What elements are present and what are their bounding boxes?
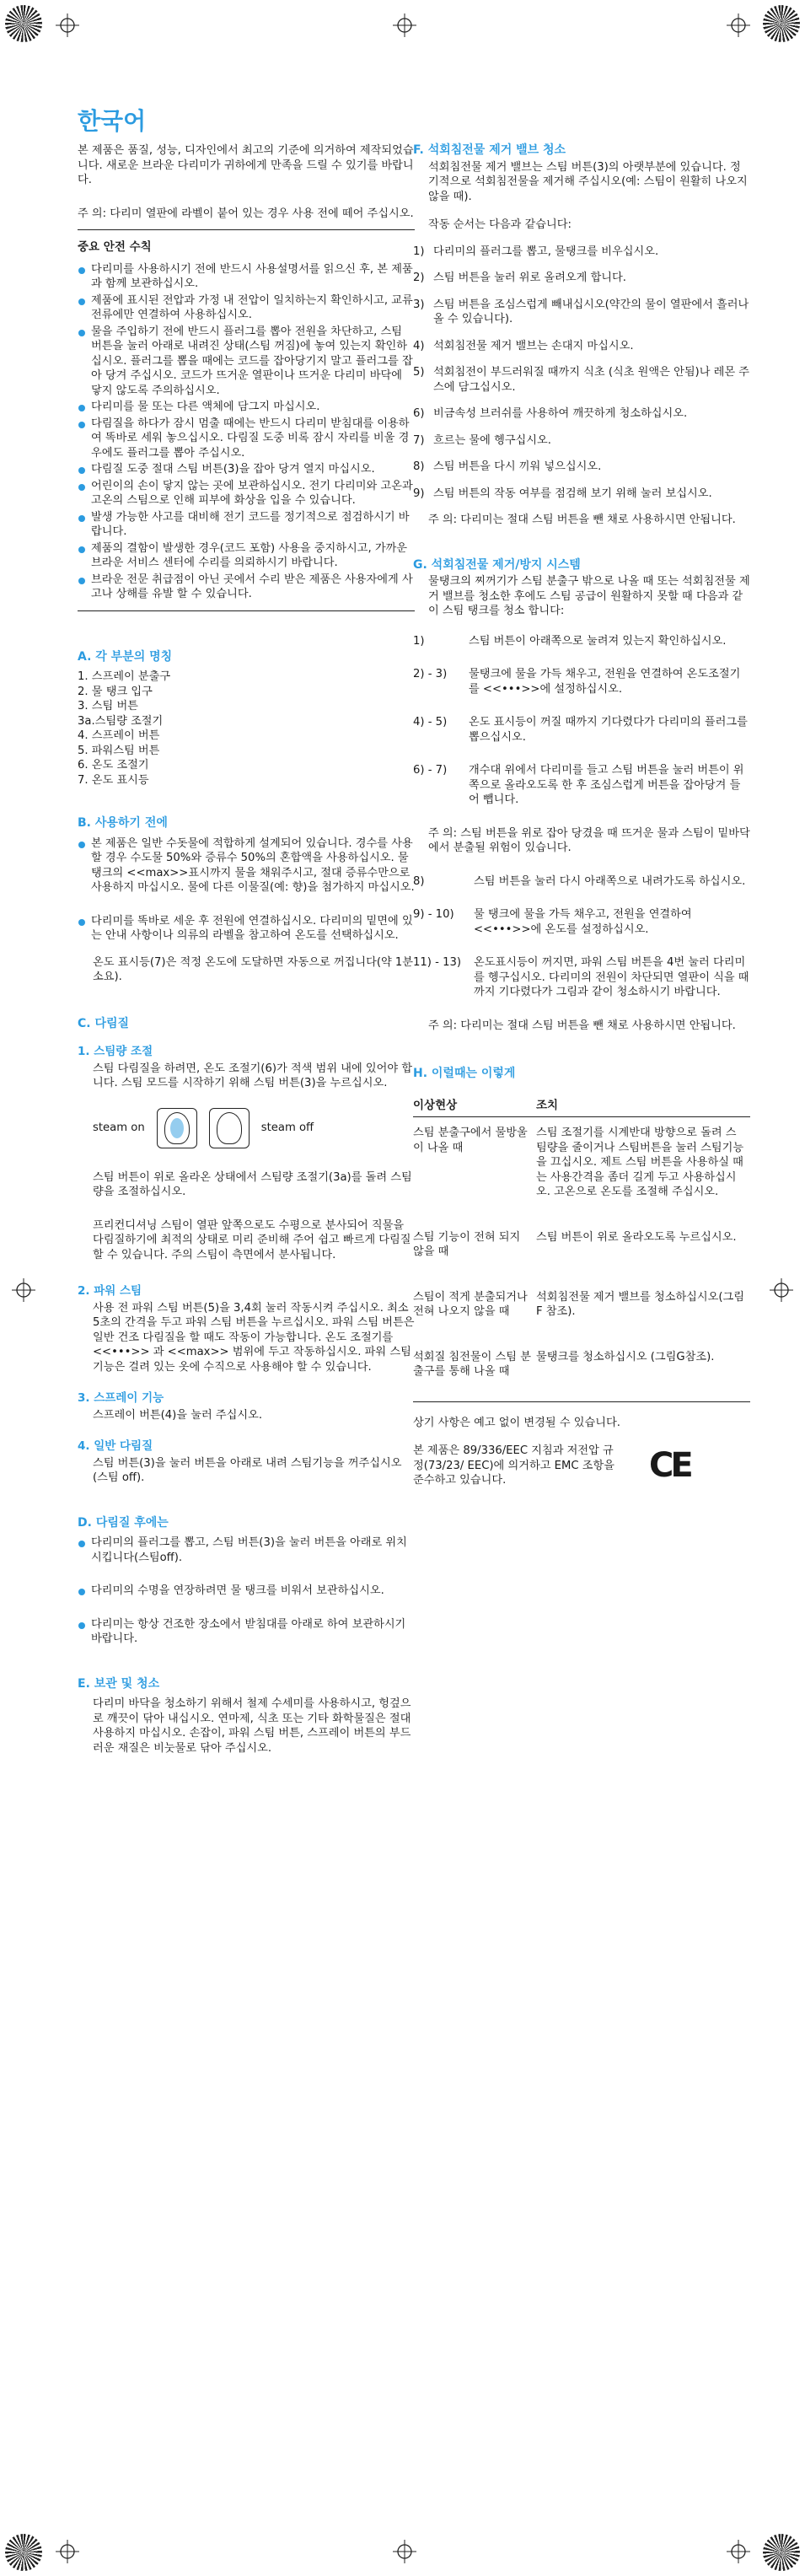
step-item: 8) 스팀 버튼을 다시 끼워 넣으십시오. [413, 460, 602, 473]
crosshair-mark-bottom-center [393, 2540, 416, 2563]
after-ironing-item: 다리미는 항상 건조한 장소에서 받침대를 아래로 하여 보관하시기 바랍니다. [78, 1617, 415, 1647]
steam-control-text: 스팀 다림질을 하려면, 온도 조절기(6)가 적색 범위 내에 있어야 합니다. 스팀 모드를 시작하기 위해 스팀 버튼(3)을 누르십시오. [93, 1062, 413, 1089]
anti-calc-steps [413, 245, 750, 502]
self-clean-intro: 물탱크의 찌꺼기가 스팀 분출구 밖으로 나올 때 또는 석회침전물 제거 밸브를 청소한 후에도 스팀 공급이 원활하지 못할 때 다음과 같이 스팀 탱크를 청소 합니다: [428, 575, 750, 617]
steam-off-icon [209, 1108, 250, 1148]
part-item: 3a.스팀량 조절기 [78, 714, 164, 728]
cleaning-text: 다리미 바닥을 청소하기 위해서 철제 수세미를 사용하시고, 헝겊으로 깨끗이 닦아 내십시오. 연마제, 식초 또는 기타 화학물질은 절대 사용하지 마십시오. 손잡이, 파워 스팀 버튼, 스프레이 버튼의 부드러운 재질은 비눗물로 닦아 주십시오. [93, 1697, 411, 1755]
step-item: 2) 스팀 버튼을 눌러 위로 올려오게 합니다. [413, 272, 626, 284]
power-steam-text: 사용 전 파워 스팀 버튼(5)을 3,4회 눌러 작동시켜 주십시오. 최소 5초의 간격을 두고 파워 스팀 버튼을 누르십시오. 파워 스팀 버튼은 일반 건조 다림질을 할 때도 작동이 가능합니다. 온도 조절기를 <<•••>> 과 <<max>> 범위에 두고 작동하십시오. 파워 스팀 기능은 걸려 있는 옷에 수직으로 사용해야 할 수 있습니다. [93, 1301, 415, 1374]
step-item: 3) 스팀 버튼을 조심스럽게 빼내십시오(약간의 물이 열판에서 흘러나올 수 있습니다). [413, 298, 749, 325]
step-item: 2) - 3) 물탱크에 물을 가득 채우고, 전원을 연결하여 온도조절기를 <<•••>>에 설정하십시오. [413, 668, 741, 696]
divider [413, 1401, 750, 1402]
step-item: 9) 스팀 버튼의 작동 여부를 점검해 보기 위해 눌러 보십시오. [413, 487, 712, 500]
crosshair-mark-top-right [727, 13, 750, 37]
safety-item: 제품에 표시된 전압과 가정 내 전압이 일치하는지 확인하시고, 교류전류에만 연결하여 사용하십시오. [78, 293, 415, 323]
label-note: 주 의: 다리미 열판에 라벨이 붙어 있는 경우 사용 전에 떼어 주십시오. [78, 207, 414, 220]
safety-item: 물을 주입하기 전에 반드시 플러그를 뽑아 전원을 차단하고, 스팀 버튼을 눌러 아래로 내려진 상태(스팀 꺼짐)에 놓여 있는지 확인하십시오. 플러그를 뽑을 때에는 코드를 잡아당기지 말고 플러그를 잡아 당겨 주십시오. 코드가 뜨거운 열판이나 뜨거운 다리미 바닥에 닿지 않도록 주의하십시오. [78, 325, 415, 399]
safety-item: 다림질 도중 절대 스팀 버튼(3)을 잡아 당겨 열지 마십시오. [78, 462, 415, 477]
ce-mark-icon: CE [649, 1445, 690, 1485]
column-header-problem: 이상현상 [413, 1097, 536, 1117]
step-item: 6) - 7) 개수대 위에서 다리미를 들고 스팀 버튼을 눌러 버튼이 위쪽으로 올라오도록 한 후 조심스럽게 버튼을 잡아당겨 들어 뺍니다. [413, 764, 744, 806]
part-item: 7. 온도 표시등 [78, 773, 149, 787]
part-item: 3. 스팀 버튼 [78, 700, 138, 713]
safety-item: 제품의 결함이 발생한 경우(코드 포함) 사용을 중지하시고, 가까운 브라운 서비스 센터에 수리를 의뢰하시기 바랍니다. [78, 541, 415, 571]
after-ironing-item: 다리미의 수명을 연장하려면 물 탱크를 비워서 보관하십시오. [78, 1584, 415, 1599]
divider [78, 610, 415, 611]
safety-item: 다리미를 사용하시기 전에 반드시 사용설명서를 읽으신 후, 본 제품과 함께 보관하십시오. [78, 262, 415, 292]
safety-list [78, 262, 415, 602]
registration-rosette-bottom-right [763, 2534, 800, 2571]
page-title: 한국어 [78, 107, 147, 135]
anti-calc-intro: 석회침전물 제거 밸브는 스팀 버튼(3)의 아랫부분에 있습니다. 정기적으로 석회침전물을 제거해 주십시오(예: 스팀이 원활히 나오지 않을 때). [428, 160, 748, 203]
crosshair-mark-bottom-right [727, 2540, 750, 2563]
after-ironing-item: 다리미의 플러그를 뽑고, 스팀 버튼(3)을 눌러 버튼을 아래로 위치시킵니다(스팀off). [78, 1535, 415, 1565]
step-item: 8) 스팀 버튼을 눌러 다시 아래쪽으로 내려가도록 하십시오. [413, 874, 746, 888]
emc-text: 본 제품은 89/336/EEC 지침과 저전압 규정(73/23/ EEC)에 의거하고 EMC 조항을 준수하고 있습니다. [413, 1444, 614, 1487]
intro-text: 본 제품은 품질, 성능, 디자인에서 최고의 기준에 의거하여 제작되었습니다. 새로운 브라운 다리미가 귀하에게 만족을 드릴 수 있기를 바랍니다. [78, 144, 414, 186]
left-column [78, 101, 415, 1764]
spray-text: 스프레이 버튼(4)을 눌러 주십시오. [93, 1408, 263, 1422]
section-d-title: D. 다림질 후에는 [78, 1515, 169, 1530]
parts-list [78, 670, 415, 788]
compliance-block [413, 1444, 750, 1488]
step-item: 7) 흐르는 물에 헹구십시오. [413, 433, 551, 447]
registration-rosette-top-left [5, 5, 42, 42]
step-item: 6) 비금속성 브러쉬를 사용하여 깨끗하게 청소하십시오. [413, 407, 688, 420]
crosshair-mark-middle-left [12, 1278, 35, 1302]
self-clean-steps-2 [413, 874, 750, 1000]
table-row: 스팀 기능이 전혀 되지 않을 때 스팀 버튼이 위로 올라오도록 누르십시오. [413, 1230, 737, 1258]
steam-on-icon [157, 1108, 197, 1148]
troubleshooting-table [413, 1097, 750, 1401]
step-item: 4) 석회침전물 제거 밸브는 손대지 마십시오. [413, 339, 634, 352]
crosshair-mark-top-center [393, 13, 416, 37]
step-item: 4) - 5) 온도 표시등이 꺼질 때까지 기다렸다가 다리미의 플러그를 뽑으십시오. [413, 716, 748, 744]
right-column [413, 143, 750, 1488]
safety-item: 다리미를 물 또는 다른 액체에 담그지 마십시오. [78, 400, 415, 415]
registration-rosette-bottom-left [5, 2534, 42, 2571]
part-item: 6. 온도 조절기 [78, 759, 149, 772]
part-item: 4. 스프레이 버튼 [78, 729, 160, 742]
section-b-title: B. 사용하기 전에 [78, 816, 168, 830]
dry-ironing-title: 4. 일반 다림질 [78, 1439, 153, 1453]
steam-control-title: 1. 스팀량 조절 [78, 1045, 153, 1058]
step-item: 11) - 13) 온도표시등이 꺼지면, 파워 스팀 버튼을 4번 눌러 다리미를 헹구십시오. 다리미의 전원이 차단되면 열판이 식을 때까지 기다렸다가 그림과 같이 청소하시기 바랍니다. [413, 956, 749, 998]
anti-calc-note: 주 의: 다리미는 절대 스팀 버튼을 뺀 채로 사용하시면 안됩니다. [428, 514, 736, 526]
column-header-remedy: 조치 [536, 1097, 750, 1117]
part-item: 1. 스프레이 분출구 [78, 670, 171, 683]
safety-item: 브라운 전문 취급점이 아닌 곳에서 수리 받은 제품은 사용자에게 사고나 상해를 유발 할 수 있습니다. [78, 573, 415, 602]
table-row: 스팀이 적게 분출되거나 전혀 나오지 않을 때 석회침전물 제거 밸브를 청소하십시오(그림F 참조). [413, 1290, 745, 1318]
safety-heading: 중요 안전 수칙 [78, 240, 152, 254]
before-use-item: 본 제품은 일반 수돗물에 적합하게 설계되어 있습니다. 경수를 사용할 경우 수도물 50%와 증류수 50%의 혼합액을 사용하십시오. 물탱크의 <<max>>표시까지 물을 채워주시고, 절대 증류수만으로 사용하지 마십시오. 물에 다른 이물질(예: 향)을 첨가하지 마십시오. [78, 836, 415, 895]
safety-item: 다림질을 하다가 잠시 멈출 때에는 반드시 다리미 받침대를 이용하여 똑바로 세워 놓으십시오. 다림질 도중 비록 잠시 자리를 비울 경우에도 플러그를 뽑아 주십시오. [78, 417, 415, 461]
registration-rosette-top-right [763, 5, 800, 42]
power-steam-title: 2. 파워 스팀 [78, 1284, 142, 1298]
step-item: 1) 다리미의 플러그를 뽑고, 물탱크를 비우십시오. [413, 245, 659, 258]
self-clean-steps [413, 634, 750, 808]
table-row: 스팀 분출구에서 물방울이 나올 때 스팀 조절기를 시계반대 방향으로 돌려 스팀량을 줄이거나 스팀버튼을 눌러 스팀기능을 끄십시오. 제트 스팀 버튼을 사용하실 때는 사용간격을 좀더 길게 두고 사용하십시오. 고온으로 온도를 조절해 주십시오. [413, 1127, 744, 1198]
precondition-text: 프리컨디셔닝 스팀이 열판 앞쪽으로도 수평으로 분사되어 직물을 다림질하기에 최적의 상태로 미리 준비해 주어 쉽고 빠르게 다림질 할 수 있습니다. 주의 스팀이 측면에서 분사됩니다. [93, 1218, 411, 1261]
steam-diagram [93, 1108, 415, 1148]
part-item: 2. 물 탱크 입구 [78, 685, 153, 698]
divider [78, 229, 415, 230]
steam-amount-text: 스팀 버튼이 위로 올라온 상태에서 스팀량 조절기(3a)를 돌려 스팀량을 조절하십시오. [93, 1170, 412, 1198]
section-f-title: F. 석회침전물 제거 밸브 청소 [413, 143, 566, 157]
part-item: 5. 파워스팀 버튼 [78, 744, 160, 757]
steam-off-label: steam off [260, 1121, 314, 1134]
before-use-item: 다리미를 똑바로 세운 후 전원에 연결하십시오. 다리미의 밑면에 있는 안내 사항이나 의류의 라벨을 참고하여 온도를 선택하십시오. [78, 914, 415, 944]
section-g-title: G. 석회침전물 제거/방지 시스템 [413, 557, 581, 572]
crosshair-mark-top-left [56, 13, 79, 37]
section-c-title: C. 다림질 [78, 1016, 130, 1030]
steam-on-label: steam on [93, 1121, 145, 1134]
section-e-title: E. 보관 및 청소 [78, 1676, 160, 1691]
crosshair-mark-middle-right [770, 1278, 793, 1302]
dry-ironing-text: 스팀 버튼(3)을 눌러 버튼을 아래로 내려 스팀기능을 꺼주십시오(스팀 off). [93, 1456, 402, 1484]
step-item: 1) 스팀 버튼이 아래쪽으로 눌려져 있는지 확인하십시오. [413, 634, 727, 648]
order-label: 작동 순서는 다음과 같습니다: [428, 218, 572, 231]
section-h-title: H. 이럴때는 이렇게 [413, 1067, 516, 1080]
crosshair-mark-bottom-left [56, 2540, 79, 2563]
safety-item: 발생 가능한 사고를 대비해 전기 코드를 정기적으로 점검하시기 바랍니다. [78, 510, 415, 540]
change-notice: 상기 사항은 예고 없이 변경될 수 있습니다. [413, 1416, 620, 1429]
spray-title: 3. 스프레이 기능 [78, 1391, 164, 1405]
self-clean-note-1: 주 의: 스팀 버튼을 위로 잡아 당겼을 때 뜨거운 물과 스팀이 밑바닥에서 분출될 위험이 있습니다. [428, 826, 750, 854]
table-row: 석회질 침전물이 스팀 분출구를 통해 나올 때 물탱크를 청소하십시오 (그림G참조). [413, 1350, 715, 1378]
step-item: 9) - 10) 물 탱크에 물을 가득 채우고, 전원을 연결하여 <<•••>>에 온도를 설정하십시오. [413, 908, 692, 936]
temp-light-note: 온도 표시등(7)은 적정 온도에 도달하면 자동으로 꺼집니다(약 1분 소요). [93, 955, 414, 983]
safety-item: 어린이의 손이 닿지 않는 곳에 보관하십시오. 전기 다리미와 고온과 고온의 스팀으로 인해 피부에 화상을 입을 수 있습니다. [78, 479, 415, 508]
after-ironing-list [78, 1535, 415, 1647]
section-a-title: A. 각 부분의 명칭 [78, 649, 173, 664]
before-use-list [78, 836, 415, 944]
step-item: 5) 석회침전이 부드러워질 때까지 식초 (식초 원액은 안됨)나 레몬 주스에 담그십시오. [413, 366, 750, 394]
self-clean-note-2: 주 의: 다리미는 절대 스팀 버튼을 뺀 채로 사용하시면 안됩니다. [428, 1019, 736, 1032]
